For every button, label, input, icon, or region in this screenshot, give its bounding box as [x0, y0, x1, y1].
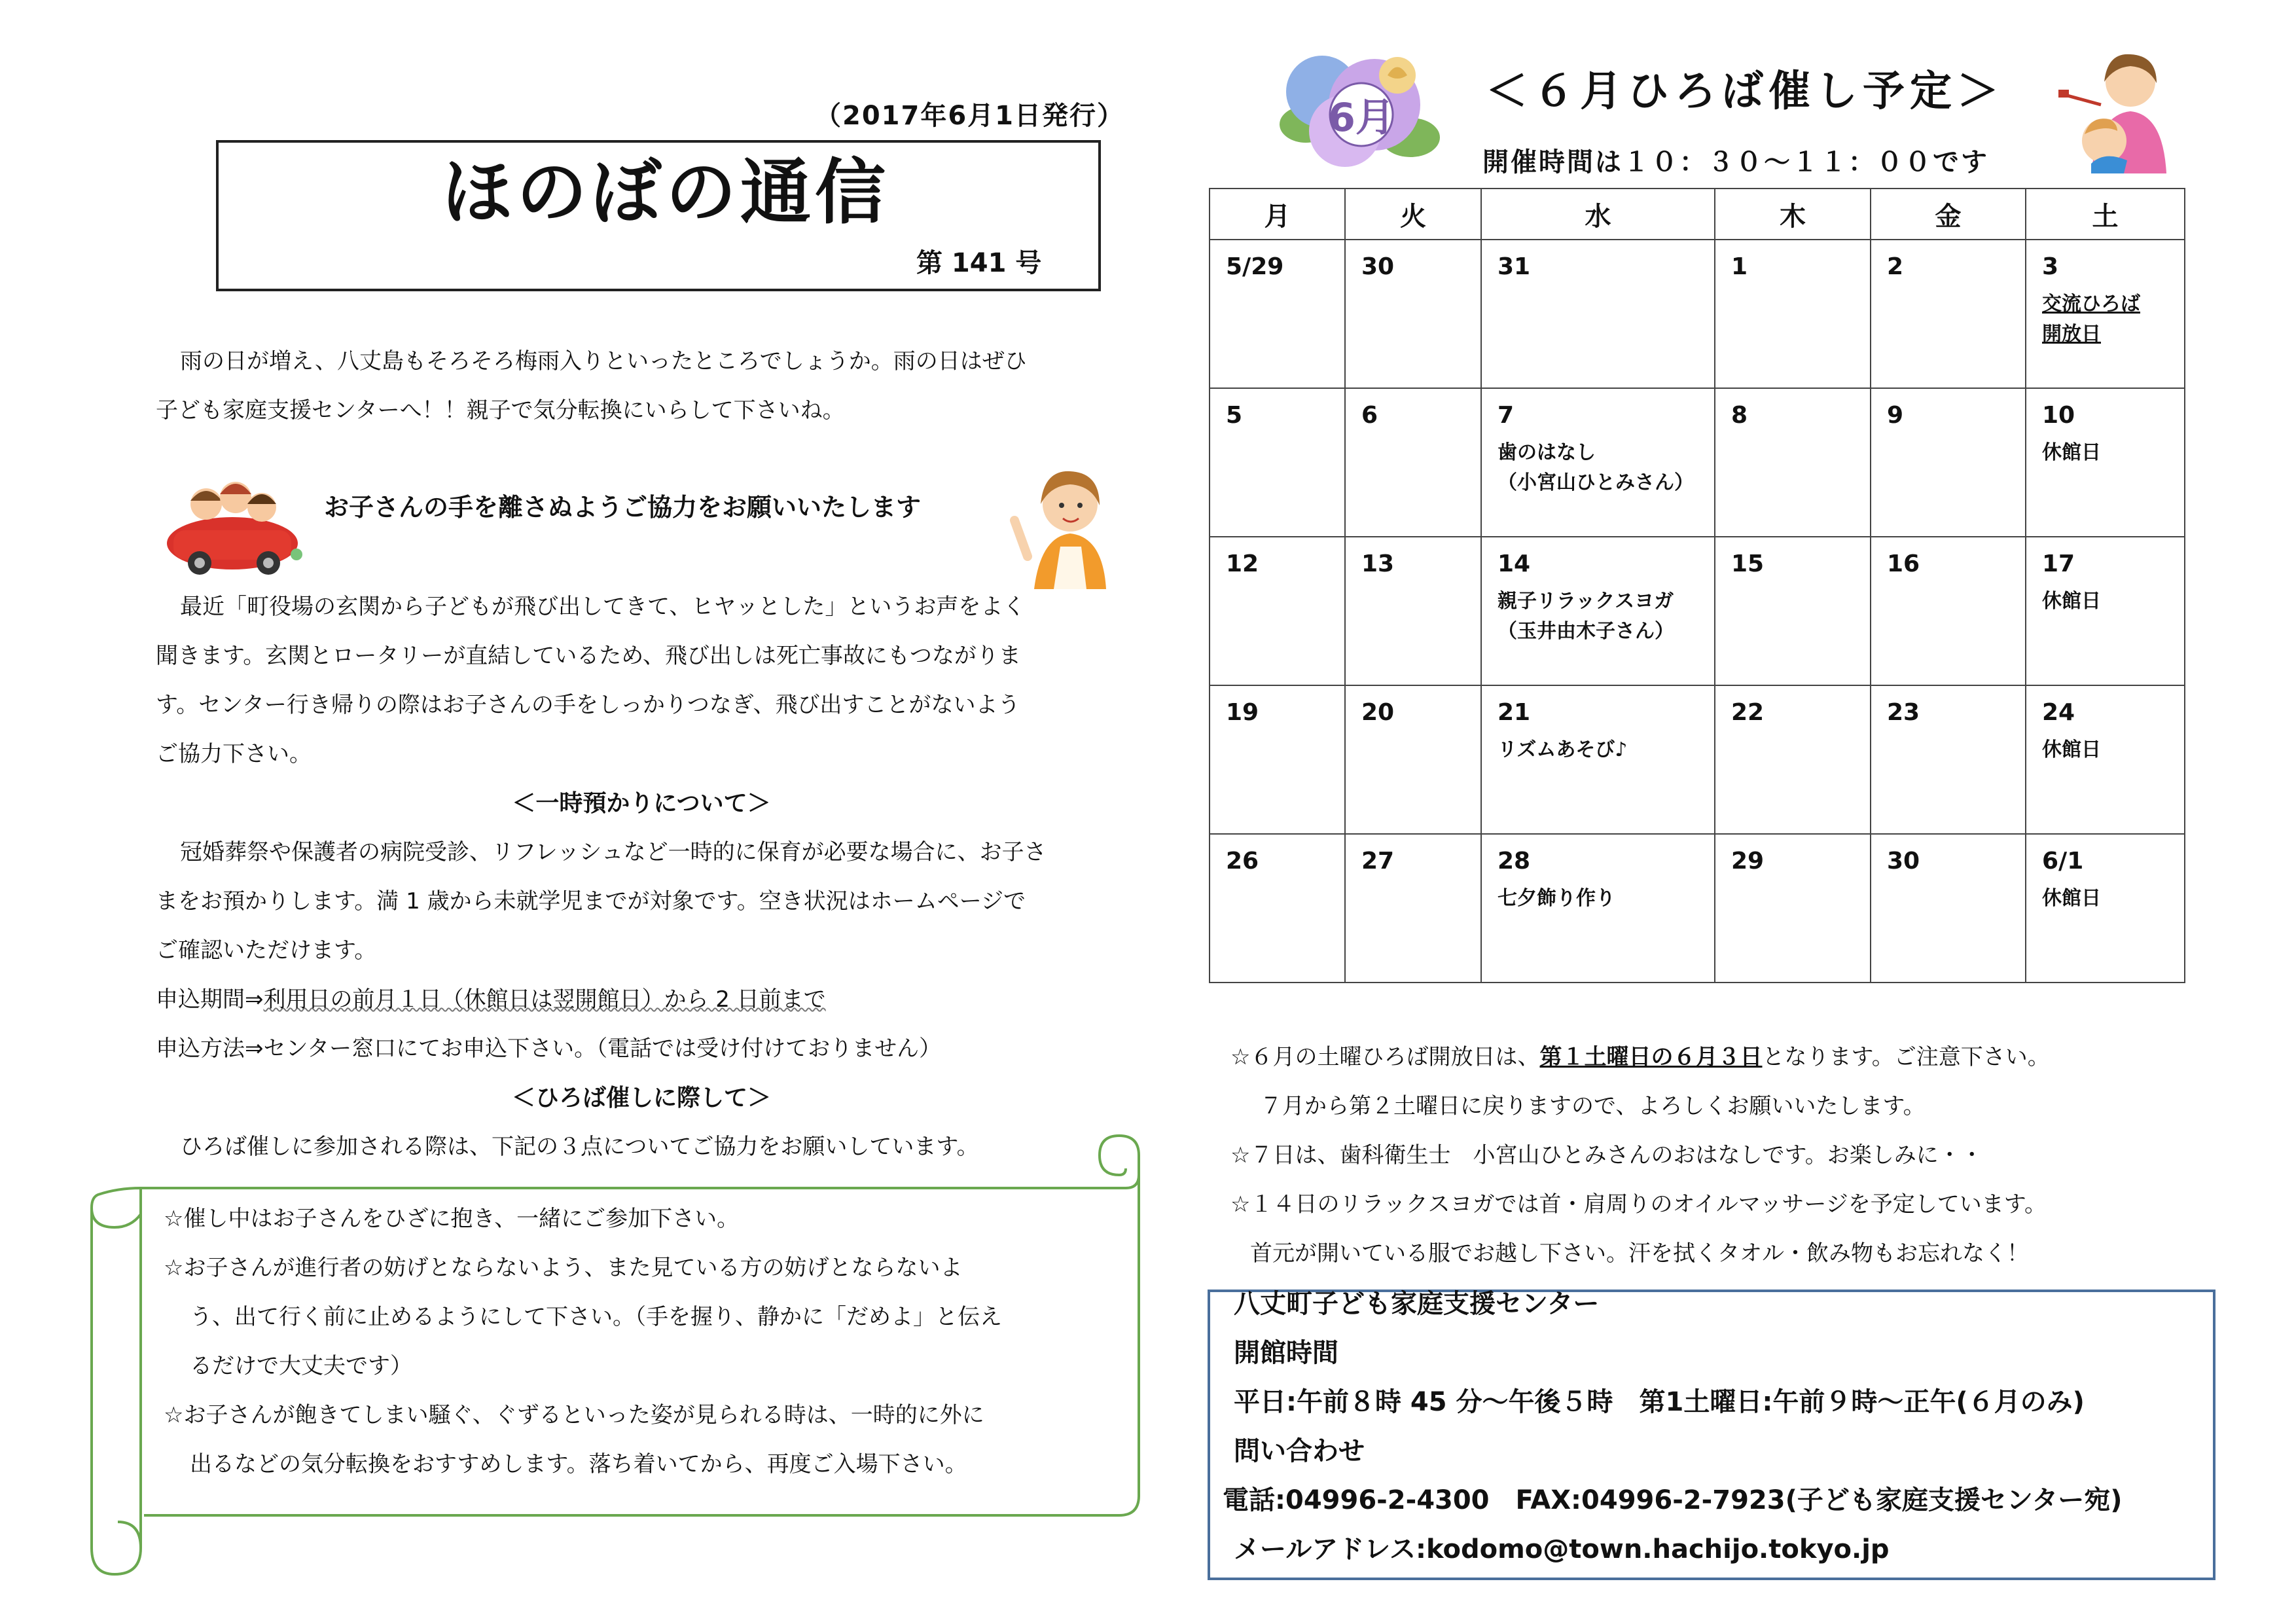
day-number: 29 [1731, 848, 1765, 875]
calendar-week-row [1210, 685, 2185, 834]
calendar-day-cell [1871, 834, 2026, 983]
family-car-illustration [160, 468, 311, 579]
calendar-day-cell [1871, 388, 2026, 537]
weekday-fri: 金 [1871, 189, 2026, 240]
day-number: 30 [1887, 848, 1920, 875]
calendar-day-cell [1345, 240, 1481, 388]
calendar-day-cell [1210, 834, 1345, 983]
calendar-title: ＜６月ひろば催し予定＞ [1486, 67, 2004, 116]
intro-line-1: 雨の日が増え、八丈島もそろそろ梅雨入りといったところでしょうか。雨の日はぜひ [180, 348, 1027, 374]
hiroba-events-intro: ひろば催しに参加される際は、下記の３点についてご協力をお願いしています。 [180, 1134, 979, 1160]
day-number: 22 [1731, 699, 1765, 726]
calendar-day-cell [2026, 388, 2185, 537]
day-number: 19 [1226, 699, 1259, 726]
note-dental-talk: ☆７日は、歯科衛生士 小宮山ひとみさんのおはなしです。お楽しみに・・ [1230, 1142, 1983, 1168]
day-number: 15 [1731, 550, 1765, 577]
weekday-thu: 木 [1715, 189, 1871, 240]
day-number: 3 [2042, 253, 2059, 280]
calendar-week-row [1210, 240, 2185, 388]
calendar-day-cell [1210, 388, 1345, 537]
hiroba-events-heading: ＜ひろば催しに際して＞ [511, 1085, 771, 1111]
event-calendar [1209, 188, 2185, 983]
safety-line-2: 聞きます。玄関とロータリーが直結しているため、飛び出しは死亡事故にもつながりま [156, 643, 1021, 669]
hiroba-point-2-cont: う、出て行く前に止めるようにして下さい。（手を握り、静かに「だめよ」と伝え [190, 1304, 1002, 1330]
calendar-day-cell [1481, 685, 1715, 834]
day-number: 1 [1731, 253, 1748, 280]
calendar-event: 休館日 [2042, 887, 2101, 910]
calendar-day-cell [2026, 685, 2185, 834]
day-number: 28 [1498, 848, 1531, 875]
temporary-care-line-3: ご確認いただけます。 [156, 937, 377, 964]
day-number: 12 [1226, 550, 1259, 577]
contact-hours: 平日:午前８時 45 分～午後５時 第1土曜日:午前９時～正午(６月のみ) [1234, 1387, 2085, 1417]
calendar-day-cell [2026, 834, 2185, 983]
calendar-week-row [1210, 388, 2185, 537]
hydrangea-june-illustration [1266, 39, 1456, 173]
day-number: 6 [1361, 402, 1378, 429]
day-number: 21 [1498, 699, 1531, 726]
day-number: 5/29 [1226, 253, 1284, 280]
day-number: 7 [1498, 402, 1515, 429]
day-number: 6/1 [2042, 848, 2084, 875]
day-number: 2 [1887, 253, 1904, 280]
calendar-day-cell [1210, 685, 1345, 834]
day-number: 24 [2042, 699, 2075, 726]
hiroba-point-3-cont: 出るなどの気分転換をおすすめします。落ち着いてから、再度ご入場下さい。 [190, 1451, 967, 1477]
day-number: 26 [1226, 848, 1259, 875]
calendar-day-cell [1871, 537, 2026, 685]
calendar-day-cell [2026, 537, 2185, 685]
application-period [156, 975, 826, 1024]
calendar-event: 休館日 [2042, 441, 2101, 464]
day-number: 16 [1887, 550, 1920, 577]
application-period-text: 利用日の前月１日（休館日は翌開館日）から 2 日前まで [263, 986, 826, 1013]
note-yoga-cont: 首元が開いている服でお越し下さい。汗を拭くタオル・飲み物もお忘れなく！ [1250, 1240, 2029, 1267]
calendar-day-cell [1715, 834, 1871, 983]
day-number: 13 [1361, 550, 1395, 577]
note-yoga: ☆１４日のリラックスヨガでは首・肩周りのオイルマッサージを予定しています。 [1230, 1191, 2047, 1218]
temporary-care-heading: ＜一時預かりについて＞ [512, 790, 771, 817]
calendar-day-cell [1345, 834, 1481, 983]
day-number: 9 [1887, 402, 1904, 429]
event-open-day: 開放日 [2042, 323, 2101, 346]
day-number: 27 [1361, 848, 1395, 875]
event-open-hiroba: 交流ひろば [2042, 293, 2140, 316]
calendar-event: 休館日 [2042, 590, 2101, 613]
calendar-day-cell [1871, 240, 2026, 388]
calendar-event: 親子リラックスヨガ [1498, 590, 1674, 613]
note-saturday [1230, 1033, 2050, 1082]
calendar-day-cell [1345, 685, 1481, 834]
calendar-day-cell [1210, 240, 1345, 388]
calendar-day-cell [1345, 388, 1481, 537]
calendar-hours: 開催時間は１０：３０～１１：００です [1482, 147, 1989, 177]
newsletter-title: ほのぼの通信 [442, 152, 890, 234]
day-number: 17 [2042, 550, 2075, 577]
contact-phone-fax: 電話:04996-2-4300 FAX:04996-2-7923(子ども家庭支援センター宛) [1223, 1485, 2123, 1515]
safety-heading: お子さんの手を離さぬようご協力をお願いいたします [324, 493, 922, 522]
day-number: 8 [1731, 402, 1748, 429]
day-number: 20 [1361, 699, 1395, 726]
application-method: 申込方法⇒センター窓口にてお申込下さい。（電話では受け付けておりません） [156, 1036, 942, 1062]
calendar-day-cell [1481, 537, 1715, 685]
safety-line-1: 最近「町役場の玄関から子どもが飛び出してきて、ヒヤッとした」というお声をよく [180, 594, 1026, 620]
intro-line-2: 子ども家庭支援センターへ！！親子で気分転換にいらして下さいね。 [156, 397, 845, 424]
contact-email: メールアドレス:kodomo@town.hachijo.tokyo.jp [1234, 1534, 1890, 1564]
day-number: 14 [1498, 550, 1531, 577]
calendar-event: 七夕飾り作り [1498, 887, 1615, 910]
calendar-day-cell [1715, 537, 1871, 685]
note-saturday-before: ☆６月の土曜ひろば開放日は、 [1230, 1044, 1540, 1070]
june-badge: 6月 [1328, 95, 1395, 141]
calendar-week-row [1210, 537, 2185, 685]
hiroba-point-1: ☆催し中はお子さんをひざに抱き、一緒にご参加下さい。 [164, 1206, 740, 1232]
temporary-care-line-1: 冠婚葬祭や保護者の病院受診、リフレッシュなど一時的に保育が必要な場合に、お子さ [180, 839, 1047, 865]
note-saturday-after: となります。ご注意下さい。 [1762, 1044, 2050, 1070]
contact-hours-label: 開館時間 [1234, 1338, 1338, 1368]
calendar-event: 歯のはなし [1498, 441, 1596, 464]
calendar-week-row [1210, 834, 2185, 983]
calendar-day-cell [2026, 240, 2185, 388]
calendar-event: 休館日 [2042, 738, 2101, 761]
calendar-day-cell [1345, 537, 1481, 685]
note-saturday-cont: ７月から第２土曜日に戻りますので、よろしくお願いいたします。 [1260, 1093, 1926, 1119]
calendar-day-cell [1715, 388, 1871, 537]
issue-number: 第 141 号 [916, 248, 1042, 278]
weekday-mon: 月 [1210, 189, 1345, 240]
calendar-day-cell [1210, 537, 1345, 685]
calendar-day-cell [1871, 685, 2026, 834]
day-number: 30 [1361, 253, 1395, 280]
day-number: 23 [1887, 699, 1920, 726]
calendar-day-cell [1481, 834, 1715, 983]
hiroba-point-2-cont-2: るだけで大丈夫です） [190, 1353, 412, 1379]
calendar-event: （玉井由木子さん） [1498, 620, 1674, 643]
day-number: 31 [1498, 253, 1531, 280]
contact-inquiry-label: 問い合わせ [1234, 1436, 1365, 1466]
application-period-label: 申込期間⇒ [156, 986, 264, 1013]
day-number: 5 [1226, 402, 1243, 429]
hiroba-point-2: ☆お子さんが進行者の妨げとならないよう、また見ている方の妨げとならないよ [164, 1255, 963, 1281]
calendar-day-cell [1715, 240, 1871, 388]
day-number: 10 [2042, 402, 2075, 429]
hiroba-point-3: ☆お子さんが飽きてしまい騒ぐ、ぐずるといった姿が見られる時は、一時的に外に [164, 1402, 984, 1428]
safety-line-3: す。センター行き帰りの際はお子さんの手をしっかりつなぎ、飛び出すことがないよう [156, 692, 1020, 718]
calendar-day-cell [1715, 685, 1871, 834]
parent-baby-illustration [2052, 43, 2183, 173]
waving-woman-illustration [1008, 458, 1126, 589]
calendar-header-row [1210, 189, 2185, 240]
contact-org: 八丈町子ども家庭支援センター [1234, 1289, 1600, 1319]
calendar-day-cell [1481, 388, 1715, 537]
calendar-event: （小宮山ひとみさん） [1498, 471, 1694, 494]
issue-date: （2017年6月1日発行） [815, 101, 1124, 131]
weekday-tue: 火 [1345, 189, 1481, 240]
safety-line-4: ご協力下さい。 [156, 741, 312, 767]
weekday-wed: 水 [1481, 189, 1715, 240]
weekday-sat: 土 [2026, 189, 2185, 240]
temporary-care-line-2: まをお預かりします。満 1 歳から未就学児までが対象です。空き状況はホームページで [156, 888, 1026, 914]
calendar-day-cell [1481, 240, 1715, 388]
note-saturday-date: 第１土曜日の６月３日 [1539, 1044, 1763, 1070]
calendar-event: リズムあそび♪ [1498, 738, 1628, 761]
